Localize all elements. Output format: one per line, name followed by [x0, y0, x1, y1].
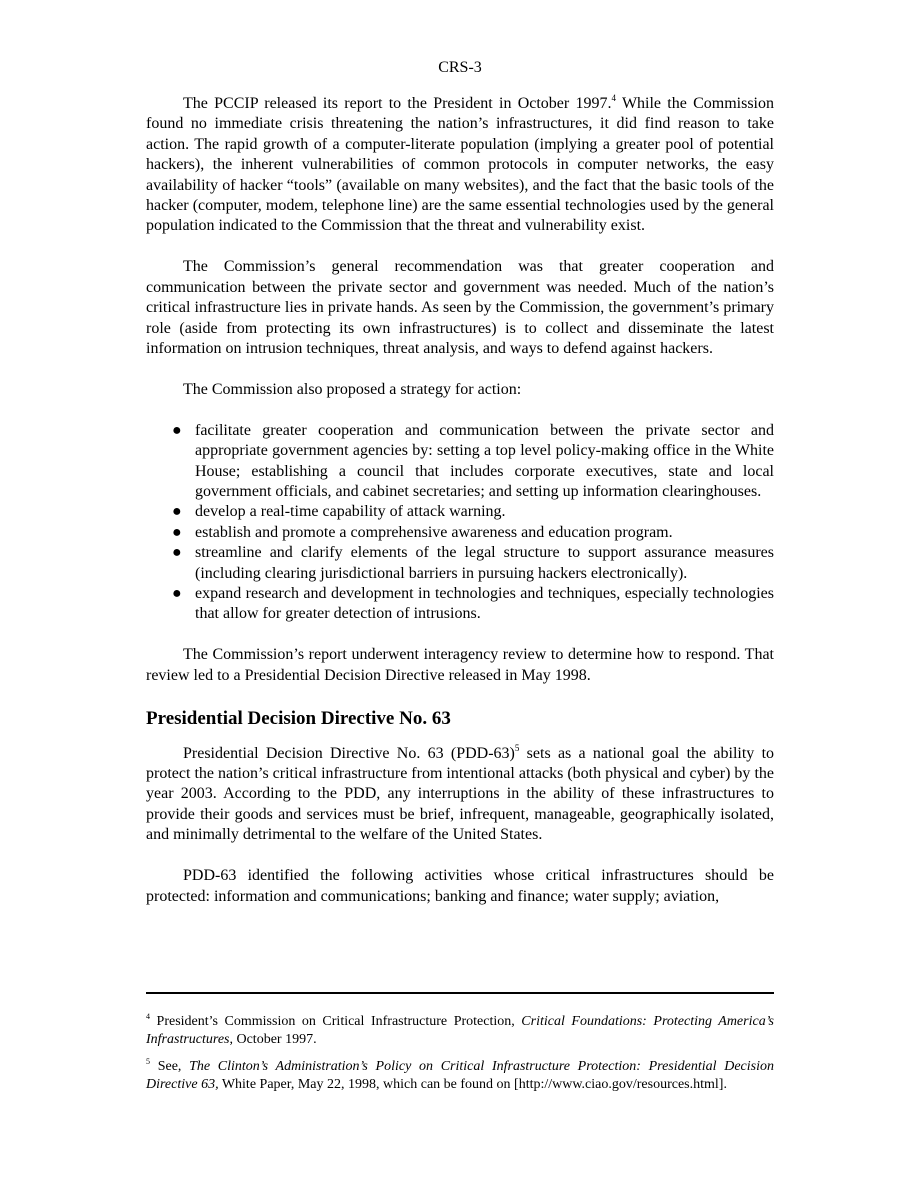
footnote-title: Critical Foundations: Protecting America’s Infrastructures: [146, 1014, 774, 1047]
footnote-title: The Clinton’s Administration’s Policy on Critical Infrastructure Protection: Presidential Decision Directive 63,: [146, 1059, 774, 1092]
footnote-text: President’s Commission on Critical Infrastructure Protection,: [150, 1014, 522, 1029]
footnote-divider: [146, 992, 774, 994]
footnote-number: 4: [146, 1012, 150, 1021]
footnote-ref-5[interactable]: 5: [514, 742, 520, 753]
paragraph-pdd63-goal: [146, 744, 774, 846]
bullet-icon: ●: [172, 523, 182, 541]
bullet-text: establish and promote a comprehensive awareness and education program.: [195, 523, 673, 541]
paragraph-interagency-review: The Commission’s report underwent interagency review to determine how to respond. That review led to a Presidential Decision Directive released in May 1998.: [146, 646, 774, 684]
paragraph-text: sets as a national goal the ability to protect the nation’s critical infrastructure from intentional attacks (both physical and cyber) by the year 2003. According to the PDD, any interruptions in the ability of these infrastructures to provide their goods and services must be brief, infrequent, manageable, geographically isolated, and minimally detrimental to the welfare of the United States.: [146, 744, 775, 844]
footnote-4: [146, 1013, 774, 1049]
paragraph-pccip-report: [146, 94, 774, 237]
bullet-item: [172, 502, 774, 522]
document-body: [146, 94, 774, 907]
page-number-header: CRS-3: [438, 59, 482, 76]
bullet-item: [172, 421, 774, 503]
section-heading: Presidential Decision Directive No. 63: [146, 707, 451, 729]
bullet-icon: ●: [172, 503, 182, 521]
footnote-5: [146, 1058, 774, 1094]
footnote-text: , October 1997.: [229, 1032, 317, 1047]
bullet-icon: ●: [172, 421, 182, 439]
footnotes: [146, 1013, 774, 1103]
paragraph-text: While the Commission found no immediate crisis threatening the nation’s infrastructures, it did find reason to take action. The rapid growth of a computer-literate population (implying a greater pool of potential hackers), the inherent vulnerabilities of common protocols in computer networks, the easy availability of hacker “tools” (available on many websites), and the fact that the basic tools of the hacker (computer, modem, telephone line) are the same essential technologies used by the general population indicated to the Commission that the threat and vulnerability exist.: [146, 95, 774, 235]
bullet-icon: ●: [172, 585, 182, 603]
bullet-icon: ●: [172, 544, 182, 562]
footnote-text: See,: [150, 1059, 190, 1074]
paragraph-general-recommendation: The Commission’s general recommendation was that greater cooperation and communication between the private sector and government was needed. Much of the nation’s critical infrastructure lies in private hands. As seen by the Commission, the government’s primary role (aside from protecting its own infrastructures) is to collect and disseminate the latest information on intrusion techniques, threat analysis, and ways to defend against hackers.: [146, 258, 774, 357]
paragraph-pdd63-activities: PDD-63 identified the following activities whose critical infrastructures should be protected: information and communications; banking and finance; water supply; aviation,: [146, 867, 774, 905]
paragraph-text: The PCCIP released its report to the President in October 1997.: [183, 95, 612, 112]
bullet-text: develop a real-time capability of attack warning.: [195, 503, 506, 521]
paragraph-strategy-intro: The Commission also proposed a strategy for action:: [183, 380, 522, 398]
bullet-item: [172, 584, 774, 625]
footnote-ref-4[interactable]: 4: [611, 93, 616, 103]
bullet-item: [172, 543, 774, 584]
paragraph-text: Presidential Decision Directive No. 63 (PDD-63): [183, 744, 515, 762]
footnote-text: White Paper, May 22, 1998, which can be found on [http://www.ciao.gov/resources.html].: [218, 1077, 727, 1092]
strategy-bullet-list: [146, 421, 774, 625]
bullet-item: [172, 523, 774, 543]
bullet-text: facilitate greater cooperation and communication between the private sector and appropriate government agencies by: setting a top level policy-making office in the White House; establishing a council that includes corporate executives, state and local government officials, and cabinet secretaries; and setting up information clearinghouses.: [195, 421, 774, 500]
bullet-text: streamline and clarify elements of the legal structure to support assurance measures (including clearing jurisdictional barriers in pursuing hackers electronically).: [195, 544, 774, 582]
bullet-text: expand research and development in technologies and techniques, especially technologies that allow for greater detection of intrusions.: [195, 585, 774, 623]
footnote-number: 5: [146, 1057, 150, 1066]
